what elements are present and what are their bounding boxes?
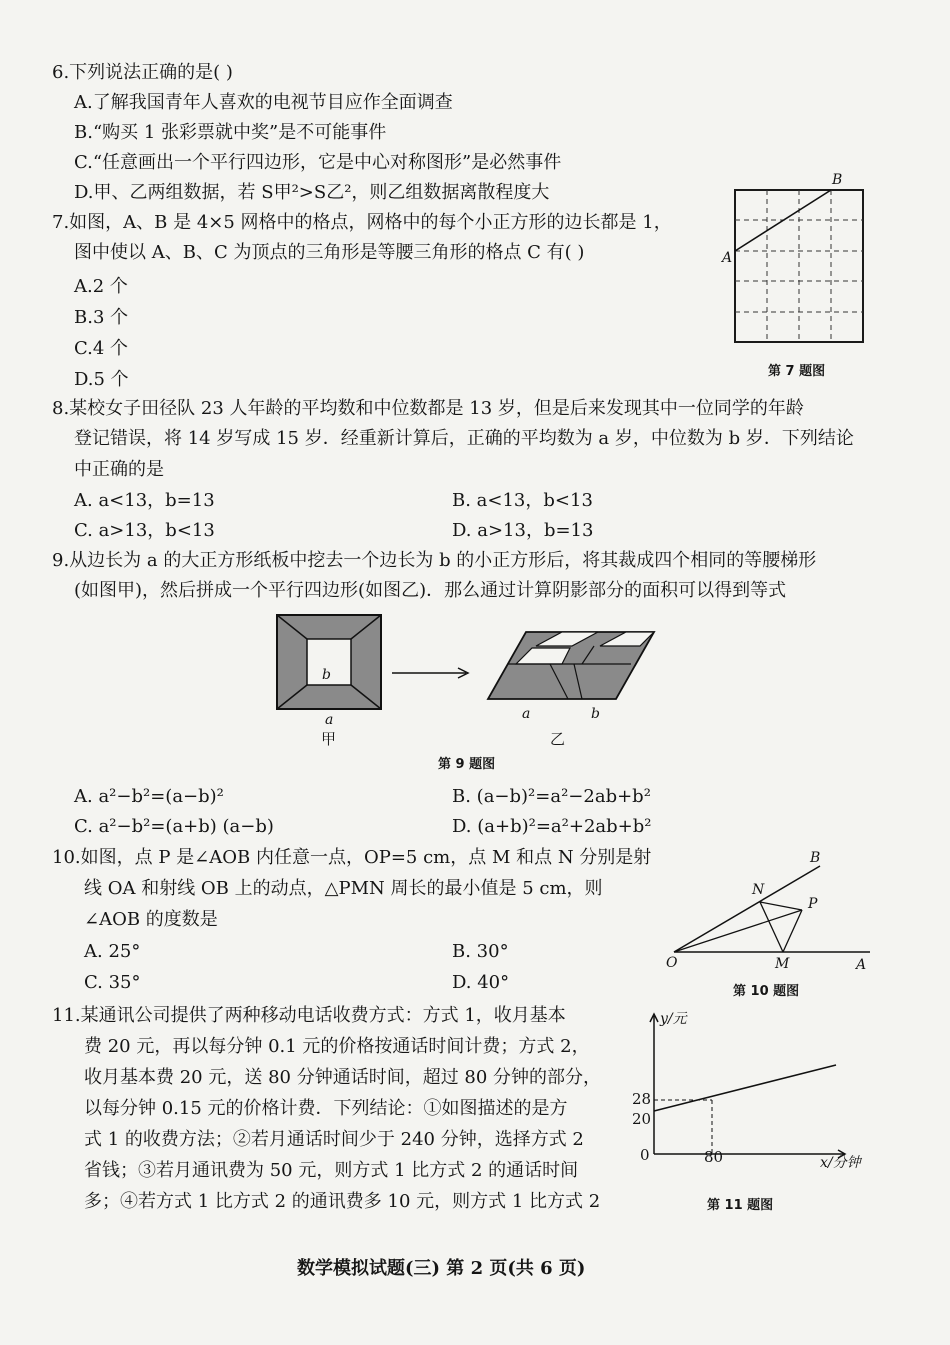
page-footer: 数学模拟试题(三) 第 2 页(共 6 页) — [297, 1258, 586, 1279]
q10-line-3: ∠AOB 的度数是 — [84, 909, 218, 930]
q7-option-d: D.5 个 — [74, 369, 129, 390]
q8-option-b: B. a<13，b<13 — [452, 490, 593, 511]
q9-option-b: B. (a−b)²=a²−2ab+b² — [452, 786, 651, 807]
q10-option-d: D. 40° — [452, 972, 510, 993]
q7-line-1: 7.如图，A、B 是 4×5 网格中的格点，网格中的每个小正方形的边长都是 1， — [52, 212, 672, 233]
q6-option-d: D.甲、乙两组数据，若 S甲²>S乙²，则乙组数据离散程度大 — [74, 182, 550, 203]
q10-option-c: C. 35° — [84, 972, 141, 993]
q11-line-3: 收月基本费 20 元，送 80 分钟通话时间，超过 80 分钟的部分， — [84, 1067, 602, 1088]
q11-line-6: 省钱；③若月通讯费为 50 元，则方式 1 比方式 2 的通话时间 — [84, 1160, 579, 1181]
q11-graph-figure — [646, 1010, 851, 1160]
q9-option-c: C. a²−b²=(a+b) (a−b) — [74, 816, 274, 837]
q9-label-a-under: a — [325, 712, 334, 728]
q11-tick-28: 28 — [632, 1090, 652, 1108]
q6-option-a: A.了解我国青年人喜欢的电视节目应作全面调查 — [74, 92, 453, 113]
q7-label-b: B — [832, 172, 843, 188]
q11-tick-80: 80 — [704, 1148, 724, 1166]
q11-tick-0: 0 — [640, 1146, 650, 1164]
q9-line-1: 9.从边长为 a 的大正方形纸板中挖去一个边长为 b 的小正方形后，将其裁成四个相同的等腰梯形 — [52, 550, 817, 571]
q9-option-d: D. (a+b)²=a²+2ab+b² — [452, 816, 652, 837]
q9-square-figure — [277, 615, 387, 715]
q10-line-1: 10.如图，点 P 是∠AOB 内任意一点，OP=5 cm，点 M 和点 N 分别是射 — [52, 847, 652, 868]
q10-option-a: A. 25° — [84, 941, 141, 962]
q10-caption: 第 10 题图 — [733, 984, 800, 999]
q9-caption: 第 9 题图 — [438, 757, 496, 772]
q7-option-c: C.4 个 — [74, 338, 129, 359]
q10-option-b: B. 30° — [452, 941, 509, 962]
q10-label-b: B — [810, 850, 821, 866]
q7-option-b: B.3 个 — [74, 307, 129, 328]
q6-stem: 6.下列说法正确的是( ) — [52, 62, 233, 83]
q8-line-3: 中正确的是 — [74, 459, 164, 480]
arrow-icon — [392, 665, 472, 681]
q11-y-label: y/元 — [660, 1011, 687, 1027]
q8-line-2: 登记错误，将 14 岁写成 15 岁．经重新计算后，正确的平均数为 a 岁，中位数为 b 岁．下列结论 — [74, 428, 854, 449]
q11-line-4: 以每分钟 0.15 元的价格计费．下列结论：①如图描述的是方 — [84, 1098, 568, 1119]
q10-line-2: 线 OA 和射线 OB 上的动点，△PMN 周长的最小值是 5 cm，则 — [84, 878, 603, 899]
q10-label-n: N — [752, 882, 765, 898]
q7-line-2: 图中使以 A、B、C 为顶点的三角形是等腰三角形的格点 C 有( ) — [74, 242, 585, 263]
q9-label-b-par: b — [591, 706, 600, 722]
q11-line-5: 式 1 的收费方法；②若月通话时间少于 240 分钟，选择方式 2 — [84, 1129, 584, 1150]
q9-label-b-inner: b — [322, 667, 331, 683]
q9-option-a: A. a²−b²=(a−b)² — [74, 786, 224, 807]
q6-option-c: C.“任意画出一个平行四边形，它是中心对称图形”是必然事件 — [74, 152, 562, 173]
q9-parallelogram-figure — [488, 628, 663, 708]
q8-option-c: C. a>13，b<13 — [74, 520, 215, 541]
q11-x-label: x/分钟 — [820, 1155, 861, 1171]
q9-line-2: (如图甲)，然后拼成一个平行四边形(如图乙)．那么通过计算阴影部分的面积可以得到等式 — [74, 580, 787, 601]
q11-line-1: 11.某通讯公司提供了两种移动电话收费方式：方式 1，收月基本 — [52, 1005, 566, 1026]
q10-angle-figure — [670, 860, 875, 960]
q11-line-2: 费 20 元，再以每分钟 0.1 元的价格按通话时间计费；方式 2， — [84, 1036, 590, 1057]
q11-tick-20: 20 — [632, 1110, 652, 1128]
q11-caption: 第 11 题图 — [707, 1198, 774, 1213]
q10-label-a: A — [856, 957, 867, 973]
q7-caption: 第 7 题图 — [768, 364, 826, 379]
q6-option-b: B.“购买 1 张彩票就中奖”是不可能事件 — [74, 122, 387, 143]
q9-label-jia: 甲 — [321, 730, 337, 748]
q8-option-d: D. a>13，b=13 — [452, 520, 594, 541]
q8-option-a: A. a<13，b=13 — [74, 490, 215, 511]
q7-label-a: A — [722, 250, 733, 266]
q9-label-a-par: a — [522, 706, 531, 722]
q8-line-1: 8.某校女子田径队 23 人年龄的平均数和中位数都是 13 岁，但是后来发现其中一位同学的年龄 — [52, 398, 804, 419]
q9-label-yi: 乙 — [550, 730, 566, 748]
q10-label-p: P — [808, 896, 818, 912]
q11-line-7: 多；④若方式 1 比方式 2 的通讯费多 10 元，则方式 1 比方式 2 — [84, 1191, 601, 1212]
q10-label-m: M — [775, 956, 790, 972]
q7-grid-figure — [735, 188, 865, 348]
q10-label-o: O — [666, 955, 678, 971]
q7-option-a: A.2 个 — [74, 276, 128, 297]
